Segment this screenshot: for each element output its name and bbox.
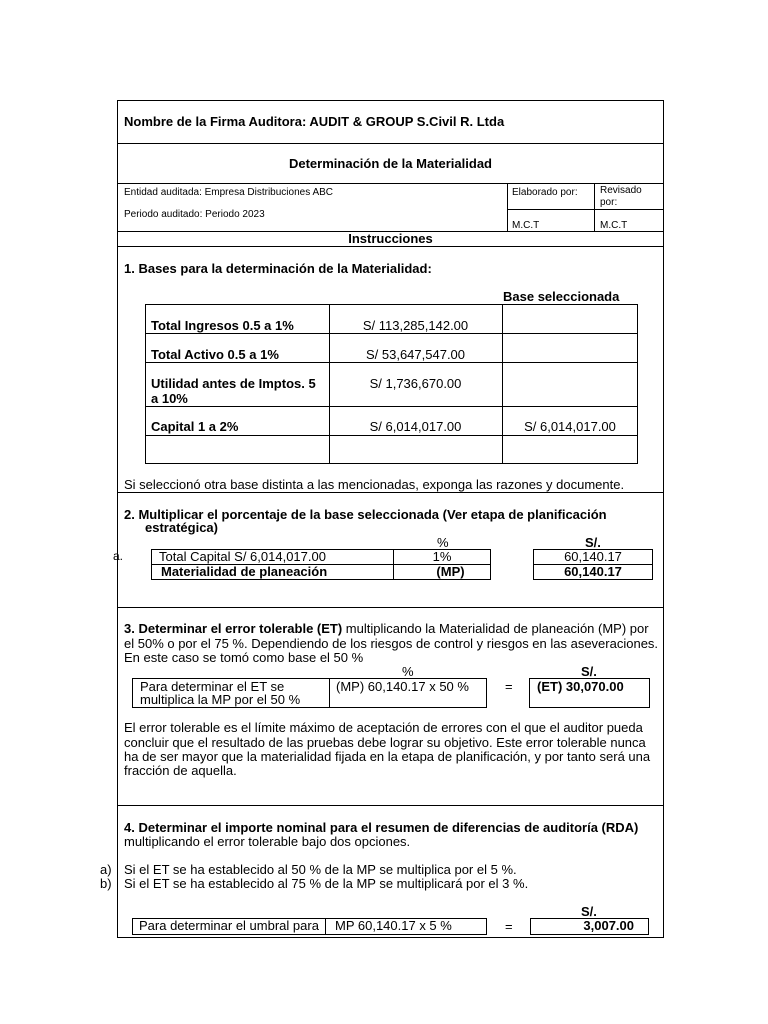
calc-label: multiplica la MP por el 50 % xyxy=(140,692,301,707)
table-row: a 10% xyxy=(151,391,188,406)
equals-sign: = xyxy=(505,679,513,694)
page-title: Determinación de la Materialidad xyxy=(288,156,492,171)
divider xyxy=(117,492,664,493)
table-row: Total Ingresos 0.5 a 1% xyxy=(151,318,294,333)
table-cell: S/ 113,285,142.00 xyxy=(362,318,469,333)
prepared-by-value: M.C.T xyxy=(512,220,540,231)
section3-title-rest: multiplicando la Materialidad de planeación (MP) por xyxy=(342,621,649,636)
section3-paragraph: concluir que el resultado de las pruebas debe lograr su objetivo. Este error tolerable nunca xyxy=(124,735,646,750)
calc-value: 60,140.17 xyxy=(564,549,622,564)
section4-title: 4. Determinar el importe nominal para el resumen de diferencias de auditoría (RDA) xyxy=(124,820,639,835)
section2-title: 2. Multiplicar el porcentaje de la base seleccionada (Ver etapa de planificación xyxy=(124,507,607,522)
table-cell: S/ 1,736,670.00 xyxy=(369,376,462,391)
pct-header: % xyxy=(402,664,414,679)
table-cell: S/ 6,014,017.00 xyxy=(369,419,462,434)
divider xyxy=(117,143,664,144)
section4-subtitle: multiplicando el error tolerable bajo dos opciones. xyxy=(124,834,411,849)
calc-result: (ET) 30,070.00 xyxy=(537,679,624,694)
list-marker: a. xyxy=(113,549,124,563)
divider xyxy=(507,209,664,210)
pct-header: % xyxy=(437,535,449,550)
selected-base-header: Base seleccionada xyxy=(503,289,620,304)
divider xyxy=(145,362,638,363)
reviewed-by-label: Revisado xyxy=(600,185,642,196)
calc-label: Materialidad de planeación xyxy=(161,564,328,579)
calc-result: 3,007.00 xyxy=(583,918,634,933)
divider xyxy=(507,183,508,231)
divider xyxy=(145,435,638,436)
reviewed-by-value: M.C.T xyxy=(600,220,628,231)
divider xyxy=(117,246,664,247)
table-row: Total Activo 0.5 a 1% xyxy=(151,347,279,362)
prepared-by-label: Elaborado por: xyxy=(512,187,578,198)
entity-label: Entidad auditada: Empresa Distribuciones ABC xyxy=(124,187,334,198)
divider xyxy=(117,805,664,806)
option-b: Si el ET se ha establecido al 75 % de la MP se multiplicará por el 3 %. xyxy=(124,876,529,891)
table-cell: S/ 53,647,547.00 xyxy=(365,347,466,362)
table-row: Utilidad antes de Imptos. 5 xyxy=(151,376,316,391)
selected-base-cell: S/ 6,014,017.00 xyxy=(524,419,616,434)
divider xyxy=(145,406,638,407)
soles-header: S/. xyxy=(581,904,597,919)
section3-paragraph: ha de ser mayor que la materialidad fijada en la etapa de planificación, y por tanto será una xyxy=(124,749,651,764)
soles-header: S/. xyxy=(581,664,597,679)
instructions-heading: Instrucciones xyxy=(348,231,433,246)
section2-title: estratégica) xyxy=(145,520,218,535)
section3-title xyxy=(124,621,649,636)
section1-note: Si seleccionó otra base distinta a las mencionadas, exponga las razones y documente. xyxy=(124,477,625,492)
soles-header: S/. xyxy=(585,535,601,550)
calc-label: Para determinar el ET se xyxy=(140,679,285,694)
section3-title-bold: 3. Determinar el error tolerable (ET) xyxy=(124,621,343,636)
calc-value: 60,140.17 xyxy=(564,564,622,579)
option-a: Si el ET se ha establecido al 50 % de la MP se multiplica por el 5 %. xyxy=(124,862,517,877)
firm-name: Nombre de la Firma Auditora: AUDIT & GROUP S.Civil R. Ltda xyxy=(124,114,505,129)
table-row: Capital 1 a 2% xyxy=(151,419,239,434)
section3-paragraph: fracción de aquella. xyxy=(124,763,237,778)
divider xyxy=(502,304,503,464)
list-marker: b) xyxy=(100,876,112,891)
calc-label: Para determinar el umbral para xyxy=(139,918,319,933)
reviewed-by-label: por: xyxy=(600,197,618,208)
calc-label: Total Capital S/ 6,014,017.00 xyxy=(159,549,326,564)
period-label: Periodo auditado: Periodo 2023 xyxy=(124,209,265,220)
calc-formula: (MP) 60,140.17 x 50 % xyxy=(336,679,469,694)
equals-sign: = xyxy=(505,919,513,934)
calc-pct: (MP) xyxy=(436,564,465,579)
section3-text: el 50% o por el 75 %. Dependiendo de los riesgos de control y riesgos en las aseveraciones. xyxy=(124,636,659,651)
list-marker: a) xyxy=(100,862,112,877)
section1-title: 1. Bases para la determinación de la Materialidad: xyxy=(124,261,432,276)
section3-text: En este caso se tomó como base el 50 % xyxy=(124,650,364,665)
divider xyxy=(117,183,664,184)
calc-pct: 1% xyxy=(432,549,452,564)
section3-paragraph: El error tolerable es el límite máximo de aceptación de errores con el que el auditor pueda xyxy=(124,720,643,735)
divider xyxy=(145,333,638,334)
divider xyxy=(117,607,664,608)
divider xyxy=(594,183,595,231)
calc-formula: MP 60,140.17 x 5 % xyxy=(335,918,452,933)
